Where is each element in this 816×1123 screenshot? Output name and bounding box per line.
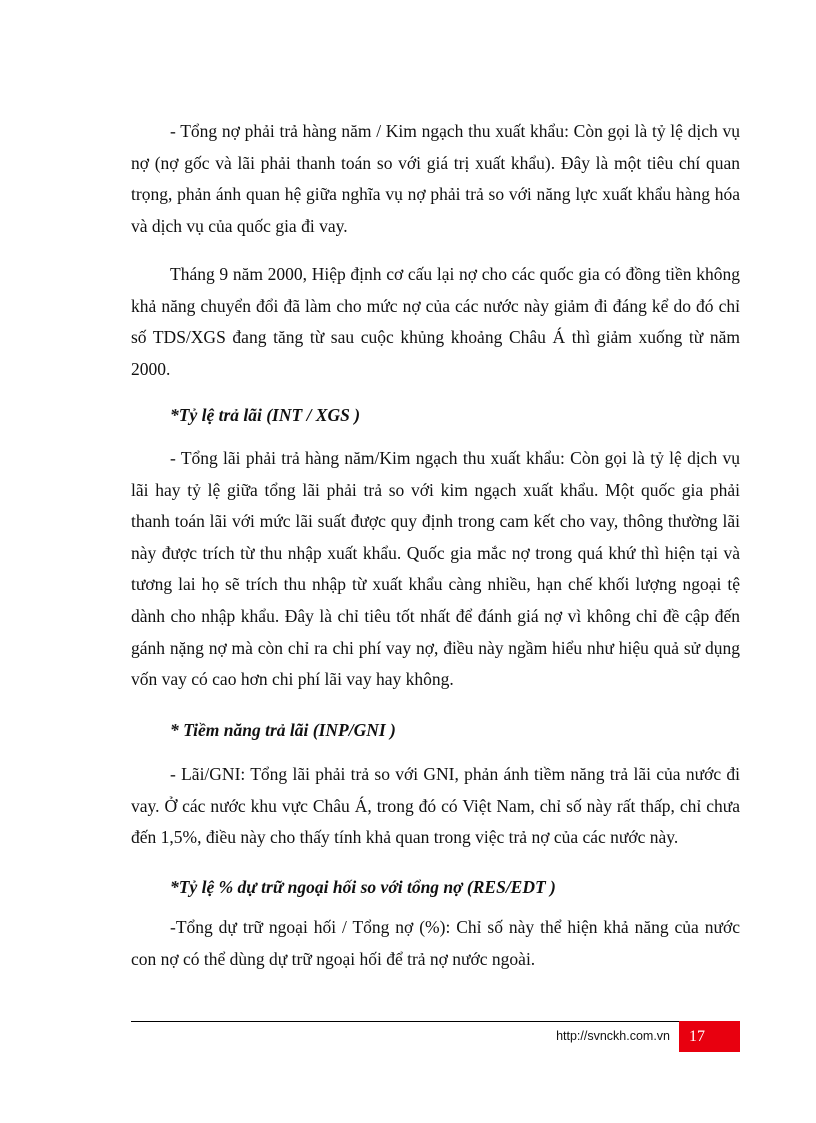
paragraph-reserves-debt: -Tổng dự trữ ngoại hối / Tổng nợ (%): Chỉ số này thể hiện khả năng của nước con nợ có thể dùng dự trữ ngoại hối để trả nợ nước ngoài. xyxy=(131,917,740,969)
footer-url-link[interactable]: http://svnckh.com.vn xyxy=(556,1029,670,1043)
paragraph-interest-service-ratio: - Tổng lãi phải trả hàng năm/Kim ngạch thu xuất khẩu: Còn gọi là tỷ lệ dịch vụ lãi hay tỷ lệ giữa tổng lãi phải trả so với kim ngạch xuất khẩu. Một quốc gia phải thanh toán lãi với mức lãi suất được quy định trong cam kết cho vay, thông thường lãi này được trích từ thu nhập xuất khẩu. Quốc gia mắc nợ trong quá khứ thì hiện tại và tương lai họ sẽ trích thu nhập từ xuất khẩu càng nhiều, hạn chế khối lượng ngoại tệ dành cho nhập khẩu. Đây là chỉ tiêu tốt nhất để đánh giá nợ vì không chỉ đề cập đến gánh nặng nợ mà còn chỉ ra chi phí vay nợ, điều này ngầm hiểu như hiệu quả sử dụng vốn vay có cao hơn chi phí lãi vay hay không. xyxy=(131,448,740,690)
page-number-badge: 17 xyxy=(679,1021,740,1052)
heading-interest-ratio: *Tỷ lệ trả lãi (INT / XGS ) xyxy=(170,405,361,425)
paragraph-interest-gni: - Lãi/GNI: Tổng lãi phải trả so với GNI, phản ánh tiềm năng trả lãi của nước đi vay. Ở các nước khu vực Châu Á, trong đó có Việt Nam, chỉ số này rất thấp, chỉ chưa đến 1,5%, điều này cho thấy tính khả quan trong việc trả nợ của các nước này. xyxy=(131,764,740,848)
footer-rule xyxy=(131,1021,740,1022)
heading-reserves-debt-ratio: *Tỷ lệ % dự trữ ngoại hối so với tổng nợ (RES/EDT ) xyxy=(170,877,556,897)
paragraph-restructuring-agreement: Tháng 9 năm 2000, Hiệp định cơ cấu lại nợ cho các quốc gia có đồng tiền không khả năng chuyển đổi đã làm cho mức nợ của các nước này giảm đi đáng kể do đó chỉ số TDS/XGS đang tăng từ sau cuộc khủng khoảng Châu Á thì giảm xuống từ năm 2000. xyxy=(131,264,740,379)
paragraph-debt-service-ratio: - Tổng nợ phải trả hàng năm / Kim ngạch thu xuất khẩu: Còn gọi là tỷ lệ dịch vụ nợ (nợ gốc và lãi phải thanh toán so với giá trị xuất khẩu). Đây là một tiêu chí quan trọng, phản ánh quan hệ giữa nghĩa vụ nợ phải trả so với năng lực xuất khẩu hàng hóa và dịch vụ của quốc gia đi vay. xyxy=(131,121,740,236)
heading-interest-potential: * Tiềm năng trả lãi (INP/GNI ) xyxy=(170,720,396,740)
